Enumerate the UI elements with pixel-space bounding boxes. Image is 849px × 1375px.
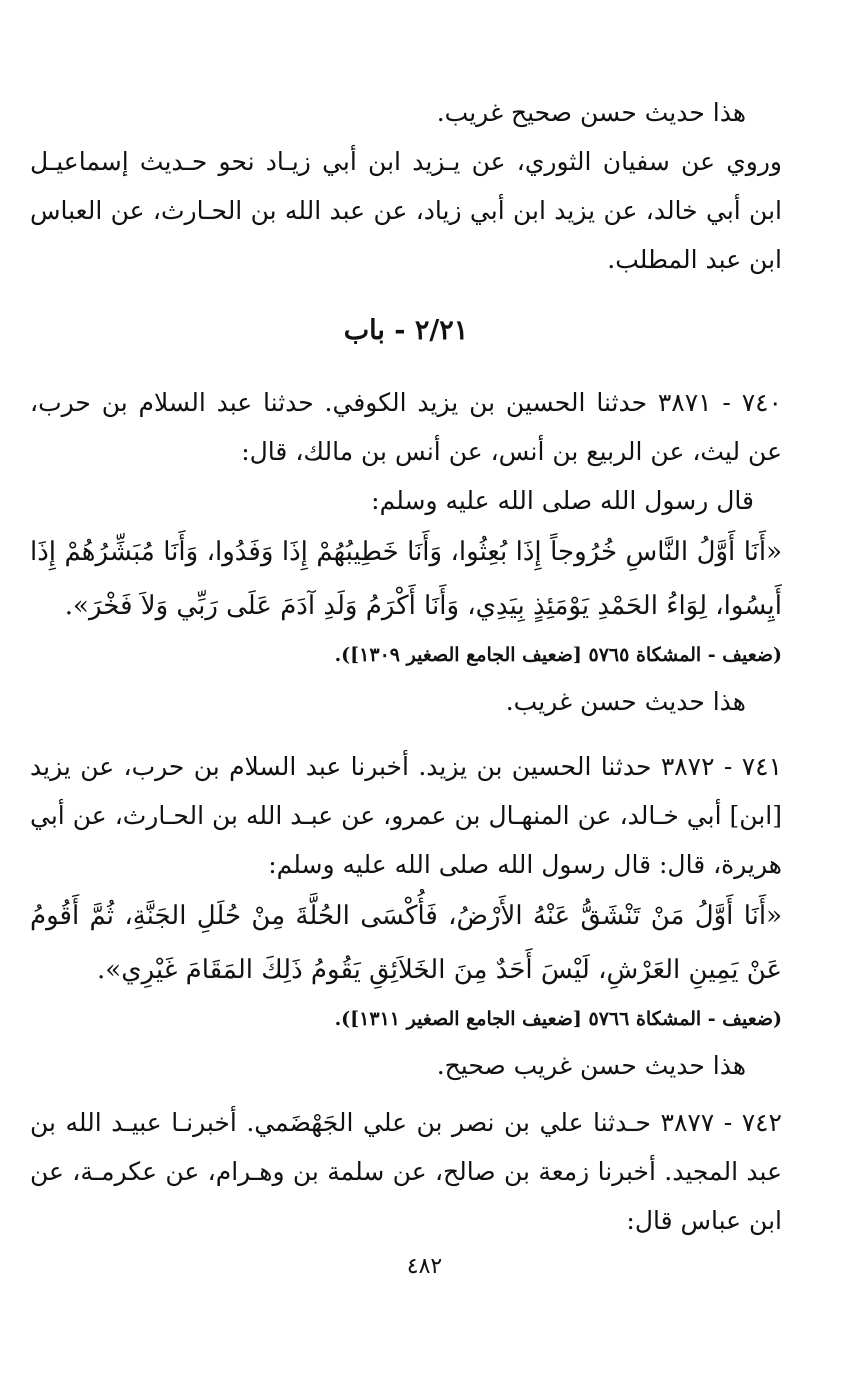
matn-line: «أَنَا أَوَّلُ مَنْ تَنْشَقُّ عَنْهُ الأَرْضُ، فَأُكْسَى الحُلَّةَ مِنْ حُلَلِ الجَنَّةِ، ثُمَّ أَقُومُ (30, 901, 782, 931)
page-number: ٤٨٢ (406, 1254, 443, 1279)
intro-block (30, 88, 782, 284)
text-line: ابن أبي خالد، عن يزيد ابن أبي زياد، عن عبد الله بن الحـارث، عن العباس (30, 196, 782, 225)
verdict-line: هذا حديث حسن غريب صحيح. (436, 1051, 746, 1080)
text-line: وروي عن سفيان الثوري، عن يـزيد ابن أبي زيـاد نحو حـديث إسماعيـل (30, 147, 782, 176)
matn-line: عَنْ يَمِينِ العَرْشِ، لَيْسَ أَحَدٌ مِنَ الخَلاَئِقِ يَقُومُ ذَلِكَ المَقَامَ غَيْرِي». (97, 955, 782, 985)
section-heading: ٢/٢١ - باب (343, 315, 469, 346)
isnad-line: [ابن] أبي خـالد، عن المنهـال بن عمرو، عن عبـد الله بن الحـارث، عن أبي (30, 801, 782, 830)
grade-line: (ضعيف - المشكاة ٥٧٦٦ [ضعيف الجامع الصغير ١٣١١]). (334, 1008, 782, 1030)
isnad-line: عبد المجيد. أخبرنا زمعة بن صالح، عن سلمة بن وهـرام، عن عكرمـة، عن (30, 1157, 782, 1186)
verdict-line: هذا حديث حسن صحيح غريب. (436, 98, 746, 127)
grade-line: (ضعيف - المشكاة ٥٧٦٥ [ضعيف الجامع الصغير ١٣٠٩]). (334, 644, 782, 666)
isnad-line: ٧٤١ - ٣٨٧٢ حدثنا الحسين بن يزيد. أخبرنا عبد السلام بن حرب، عن يزيد (30, 752, 782, 781)
isnad-line: هريرة، قال: قال رسول الله صلى الله عليه وسلم: (268, 850, 782, 879)
verdict-line: هذا حديث حسن غريب. (505, 687, 746, 716)
isnad-line: ابن عباس قال: (626, 1206, 782, 1235)
matn-line: «أَنَا أَوَّلُ النَّاسِ خُرُوجاً إِذَا بُعِثُوا، وَأَنَا خَطِيبُهُمْ إِذَا وَفَدُوا، وَأَنَا مُبَشِّرُهُمْ إِذَا (30, 537, 782, 567)
hadith-741 (30, 742, 782, 1090)
spacer (30, 726, 782, 742)
isnad-line: عن ليث، عن الربيع بن أنس، عن أنس بن مالك، قال: (241, 437, 782, 466)
hadith-740 (30, 378, 782, 726)
document-page (30, 88, 782, 1245)
spacer (30, 1090, 782, 1098)
isnad-line: ٧٤٠ - ٣٨٧١ حدثنا الحسين بن يزيد الكوفي. حدثنا عبد السلام بن حرب، (30, 388, 782, 417)
matn-line: أَيِسُوا، لِوَاءُ الحَمْدِ يَوْمَئِذٍ بِيَدِي، وَأَنَا أَكْرَمُ وَلَدِ آدَمَ عَلَى رَبِّي وَلاَ فَخْرَ». (64, 591, 782, 621)
isnad-line: ٧٤٢ - ٣٨٧٧ حـدثنا علي بن نصر بن علي الجَهْضَمي. أخبرنـا عبيـد الله بن (30, 1108, 782, 1137)
isnad-line: قال رسول الله صلى الله عليه وسلم: (371, 486, 754, 515)
text-line: ابن عبد المطلب. (607, 245, 782, 274)
hadith-742 (30, 1098, 782, 1245)
